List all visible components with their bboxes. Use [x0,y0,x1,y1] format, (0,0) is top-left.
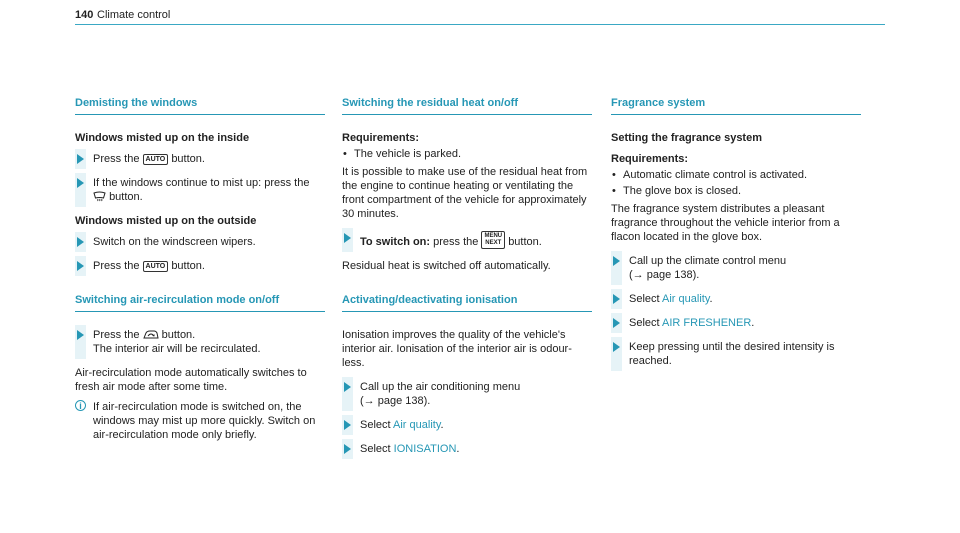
step-press-defrost: If the windows continue to mist up: press the button. [75,176,325,204]
step-arrow-icon [77,154,84,164]
step-select-air-quality: Select Air quality. [342,418,592,432]
step-arrow-icon [77,237,84,247]
step-arrow-icon [344,382,351,392]
auto-button-icon: AUTO [143,154,169,165]
requirement-item: • The glove box is closed. [612,185,742,197]
fragrance-paragraph: The fragrance system distributes a pleasant fragrance throughout the vehicle interior from a flacon located in the glove box. [611,203,840,243]
step-press-recirculation: Press the button. The interior air will be recirculated. [75,328,325,356]
section-title-residual-heat: Switching the residual heat on/off [342,96,592,115]
subtitle-setting-fragrance: Setting the fragrance system [611,132,762,144]
step-arrow-icon [613,294,620,304]
step-press-auto-outside: Press the AUTO button. [75,259,325,273]
section-title-fragrance: Fragrance system [611,96,861,115]
step-arrow-icon [613,256,620,266]
menu-item-ionisation: IONISATION [393,443,457,455]
menu-item-air-quality: Air quality [662,293,710,305]
step-wipers: Switch on the windscreen wipers. [75,235,325,249]
requirements-label: Requirements: [342,132,420,144]
step-select-air-quality: Select Air quality. [611,292,861,306]
step-arrow-icon [344,444,351,454]
info-icon: i [75,400,86,411]
column-2 [342,96,592,466]
section-title-demisting: Demisting the windows [75,96,325,115]
step-arrow-icon [77,261,84,271]
step-arrow-icon [77,178,84,188]
step-select-ionisation: Select IONISATION. [342,442,592,456]
auto-button-icon: AUTO [143,261,169,272]
ionisation-paragraph: Ionisation improves the quality of the vehicle's interior air. Ionisation of the interior air is odour-less. [342,329,572,369]
residual-paragraph: It is possible to make use of the residual heat from the engine to continue heating or ventilating the front compartment of the vehicle for approximately 30 minutes. [342,166,588,220]
column-1 [75,96,325,442]
step-arrow-icon [613,342,620,352]
page-number: 140 [75,9,94,21]
menu-button-icon: MENU NEXT [481,231,505,249]
recirculation-paragraph: Air-recirculation mode automatically switches to fresh air mode after some time. [75,367,307,393]
menu-item-air-quality: Air quality [393,419,441,431]
subtitle-inside: Windows misted up on the inside [75,132,250,144]
menu-item-air-freshener: AIR FRESHENER [662,317,752,329]
recirculation-note: i If air-recirculation mode is switched on, the windows may mist up more quickly. Switch on air-recirculation mode only briefly. [75,400,325,442]
step-press-auto-inside: Press the AUTO button. [75,152,325,166]
requirement-item: • Automatic climate control is activated. [612,169,808,181]
step-keep-pressing: Keep pressing until the desired intensity is reached. [611,340,861,368]
step-call-air-menu: Call up the air conditioning menu (→ page 138). [342,380,592,408]
step-arrow-icon [344,420,351,430]
page-title: Climate control [97,9,171,21]
step-select-air-freshener: Select AIR FRESHENER. [611,316,861,330]
section-title-ionisation: Activating/deactivating ionisation [342,293,592,312]
step-call-climate-menu: Call up the climate control menu (→ page 138). [611,254,861,282]
requirement-item: • The vehicle is parked. [343,148,461,160]
column-3 [611,96,861,378]
step-arrow-icon [344,233,351,243]
subtitle-outside: Windows misted up on the outside [75,215,257,227]
air-recirculation-icon [143,329,159,340]
step-arrow-icon [77,330,84,340]
windscreen-defrost-icon [93,191,106,202]
residual-off-text: Residual heat is switched off automatically. [342,260,551,272]
section-title-recirculation: Switching air-recirculation mode on/off [75,293,325,312]
step-switch-on: To switch on: press the MENU NEXT button. [342,231,592,249]
page-header [75,6,885,25]
step-arrow-icon [613,318,620,328]
requirements-label: Requirements: [611,153,689,165]
